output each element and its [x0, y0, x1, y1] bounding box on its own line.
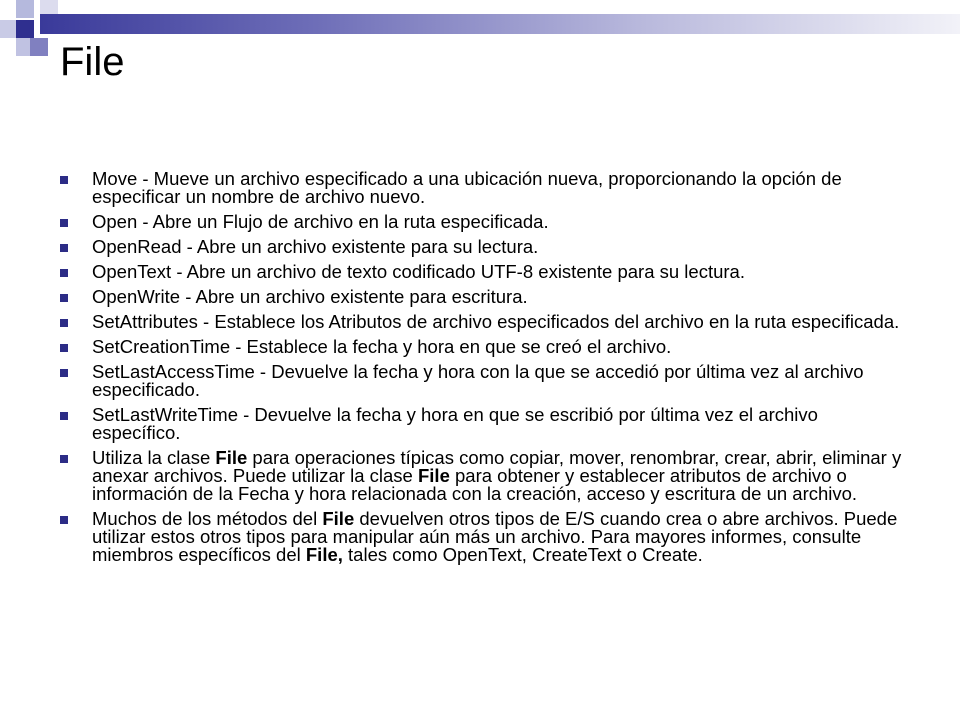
bullet-item [60, 213, 910, 231]
bullet-text: SetAttributes - Establece los Atributos de archivo especificados del archivo en la ruta especificada. [92, 311, 900, 332]
bullet-item [60, 406, 910, 442]
bullet-item [60, 363, 910, 399]
square-bullet-icon [60, 516, 68, 524]
bullet-item [60, 510, 910, 564]
bullet-text: SetCreationTime - Establece la fecha y hora en que se creó el archivo. [92, 336, 672, 357]
bullet-list [60, 170, 910, 571]
bold-term: File [322, 508, 355, 529]
bullet-text: para operaciones típicas como copiar, mover, renombrar, crear, abrir, eliminar y anexar archivos. Puede utilizar la clase [92, 447, 902, 486]
bullet-item [60, 170, 910, 206]
bullet-text: para obtener y establecer atributos de archivo o información de la Fecha y hora relacionada con la creación, acceso y escritura de un archivo. [92, 465, 858, 504]
square-bullet-icon [60, 319, 68, 327]
square-bullet-icon [60, 369, 68, 377]
bold-term: File [417, 465, 450, 486]
bullet-item [60, 238, 910, 256]
square-bullet-icon [60, 269, 68, 277]
decor-square [16, 0, 34, 18]
bullet-text: devuelven otros tipos de E/S cuando crea o abre archivos. Puede utilizar estos otros tipos para manipular aún más un archivo. Para mayores informes, consulte miembros específicos del [92, 508, 898, 565]
bullet-item [60, 263, 910, 281]
bullet-text: Open - Abre un Flujo de archivo en la ruta especificada. [92, 211, 549, 232]
square-bullet-icon [60, 294, 68, 302]
bold-term: File, [305, 544, 343, 565]
square-bullet-icon [60, 412, 68, 420]
bullet-text: SetLastWriteTime - Devuelve la fecha y hora en que se escribió por última vez el archivo específico. [92, 404, 818, 443]
bullet-text: OpenText - Abre un archivo de texto codificado UTF-8 existente para su lectura. [92, 261, 745, 282]
bullet-item [60, 338, 910, 356]
bullet-item [60, 288, 910, 306]
bullet-text: OpenRead - Abre un archivo existente para su lectura. [92, 236, 539, 257]
bullet-text: Muchos de los métodos del [92, 508, 323, 529]
bullet-text: Utiliza la clase [92, 447, 216, 468]
square-bullet-icon [60, 219, 68, 227]
bullet-text: OpenWrite - Abre un archivo existente para escritura. [92, 286, 528, 307]
square-bullet-icon [60, 344, 68, 352]
bold-term: File [215, 447, 248, 468]
square-bullet-icon [60, 455, 68, 463]
square-bullet-icon [60, 176, 68, 184]
bullet-text: tales como OpenText, CreateText o Create. [342, 544, 703, 565]
decor-square [30, 38, 48, 56]
slide-title: File [60, 40, 125, 84]
title-gradient-bar [40, 14, 960, 34]
bullet-item [60, 449, 910, 503]
bullet-text: Move - Mueve un archivo especificado a una ubicación nueva, proporcionando la opción de especificar un nombre de archivo nuevo. [92, 168, 842, 207]
decor-square [16, 20, 34, 38]
square-bullet-icon [60, 244, 68, 252]
bullet-text: SetLastAccessTime - Devuelve la fecha y hora con la que se accedió por última vez al archivo especificado. [92, 361, 864, 400]
bullet-item [60, 313, 910, 331]
